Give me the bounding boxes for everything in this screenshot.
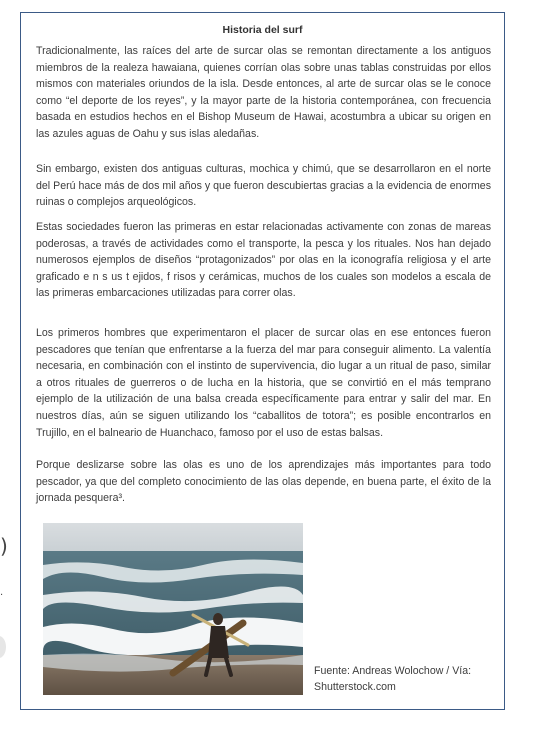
fisherman-caballito-de-totora-photo-icon: [43, 523, 303, 695]
paragraph-5: Porque deslizarse sobre las olas es uno de los aprendizajes más importantes para todo pescador, ya que del completo conocimiento de las olas depende, en buena parte, el éxito de la jornada pesquera³.: [36, 459, 491, 505]
article-title: Historia del surf: [222, 24, 303, 36]
fisherman-photo: [43, 523, 303, 695]
paragraph-2: Sin embargo, existen dos antiguas culturas, mochica y chimú, que se desarrollaron en el norte del Perú hace más de dos mil años y que fueron descubiertas gracias a la evidencia de enormes ruinas o complejos arqueológicos.: [36, 163, 491, 209]
page-edge-circle: [0, 636, 6, 658]
paragraph-4: Los primeros hombres que experimentaron el placer de surcar olas en ese entonces fueron pescadores que tenían que enfrentarse a la fuerza del mar para conseguir alimento. La valentía necesaria, en combinación con el instinto de supervivencia, dio lugar a un ritual de paso, similar a otros rituales de guerreros o de lucha en la historia, que se convirtió en el más temprano ejemplo de la utilización de una balsa creada específicamente para entrar y salir del mar. En nuestros días, aún se siguen utilizando los “caballitos de totora”; es posible encontrarlos en Trujillo, en el balneario de Huanchaco, famoso por el uso de estas balsas.: [36, 327, 491, 439]
article-box: [20, 12, 505, 710]
paragraph-1: Tradicionalmente, las raíces del arte de surcar olas se remontan directamente a los antiguos miembros de la realeza hawaiana, quienes corrían olas sobre unas tablas construidas por ellos mismos con materiales oriundos de la isla. Desde entonces, al arte de surcar olas se le conoce como “el deporte de los reyes”, y la mayor parte de la historia contemporánea, con frecuencia basada en estudios hechos en el Bishop Museum de Hawai, acostumbra a ubicar su origen en las azules aguas de Oahu y sus islas aledañas.: [36, 45, 491, 140]
page-edge-dot: ·: [0, 590, 4, 601]
paragraph-3: Estas sociedades fueron las primeras en estar relacionadas activamente con zonas de mareas poderosas, a través de actividades como el transporte, la pesca y los rituales. Nos han dejado numerosos ejemplos de diseños “protagonizados” por olas en la iconografía religiosa y el arte graficado e n s us t ejidos, f risos y cerámicas, muchos de los cuales son modelos a escala de las primeras embarcaciones utilizadas para correr olas.: [36, 221, 491, 300]
photo-caption: Fuente: Andreas Wolochow / Vía: Shutterstock.com: [314, 665, 472, 693]
page-edge-mark: ): [0, 534, 8, 558]
